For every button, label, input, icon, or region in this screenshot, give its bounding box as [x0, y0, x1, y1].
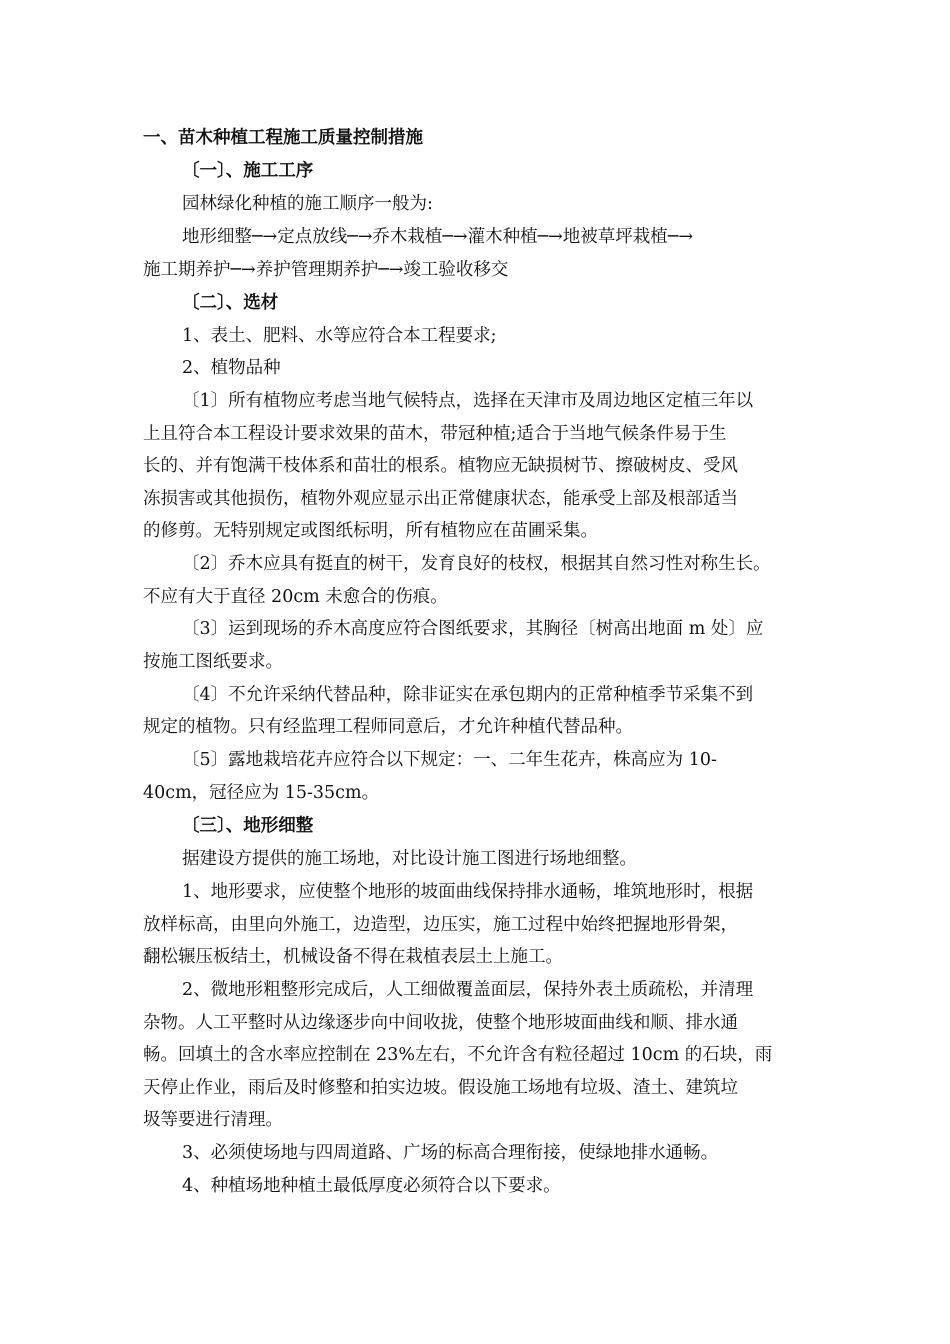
paragraph-line: 不应有大于直径 20cm 未愈合的伤痕。	[143, 587, 448, 607]
paragraph-line: 放样标高，由里向外施工，边造型，边压实，施工过程中始终把握地形骨架，	[143, 915, 738, 935]
paragraph-line: 园林绿化种植的施工顺序一般为:	[182, 194, 433, 214]
paragraph-line: 上且符合本工程设计要求效果的苗木，带冠种植;适合于当地气候条件易于生	[143, 424, 727, 444]
paragraph-line: 1、表土、肥料、水等应符合本工程要求;	[182, 326, 497, 346]
paragraph-line: 〔3〕运到现场的乔木高度应符合图纸要求，其胸径〔树高出地面 m 处〕应	[182, 619, 764, 639]
paragraph-line: 40cm，冠径应为 15-35cm。	[143, 783, 380, 803]
paragraph-line: 长的、并有饱满干枝体系和苗壮的根系。植物应无缺损树节、擦破树皮、受风	[143, 456, 738, 476]
paragraph-line: 〔5〕露地栽培花卉应符合以下规定：一、二年生花卉，株高应为 10-	[182, 750, 717, 770]
paragraph-line: 2、微地形粗整形完成后，人工细做覆盖面层，保持外表土质疏松，并清理	[182, 980, 754, 1000]
paragraph-line: 的修剪。无特别规定或图纸标明，所有植物应在苗圃采集。	[143, 521, 598, 541]
paragraph-line: 圾等要进行清理。	[143, 1110, 283, 1130]
paragraph-line: 冻损害或其他损伤，植物外观应显示出正常健康状态，能承受上部及根部适当	[143, 489, 738, 509]
paragraph-line: 〔4〕不允许采纳代替品种，除非证实在承包期内的正常种植季节采集不到	[182, 685, 754, 705]
paragraph-line: 按施工图纸要求。	[143, 652, 283, 672]
paragraph-line: 施工期养护─→养护管理期养护─→竣工验收移交	[143, 260, 509, 280]
paragraph-line: 据建设方提供的施工场地，对比设计施工图进行场地细整。	[182, 849, 637, 869]
paragraph-line: 杂物。人工平整时从边缘逐步向中间收拢，使整个地形坡面曲线和顺、排水通	[143, 1013, 738, 1033]
paragraph-line: 翻松辗压板结土，机械设备不得在栽植表层土上施工。	[143, 947, 563, 967]
subsection-heading-construction-sequence: 〔一〕、施工工序	[182, 161, 314, 181]
section-heading-1: 一、苗木种植工程施工质量控制措施	[143, 128, 423, 148]
paragraph-line: 天停止作业，雨后及时修整和拍实边坡。假设施工场地有垃圾、渣土、建筑垃	[143, 1078, 738, 1098]
subsection-heading-materials: 〔二〕、选材	[182, 293, 279, 313]
paragraph-line: 规定的植物。只有经监理工程师同意后，才允许种植代替品种。	[143, 717, 633, 737]
paragraph-line: 4、种植场地种植土最低厚度必须符合以下要求。	[182, 1176, 561, 1196]
paragraph-line: 2、植物品种	[182, 358, 281, 378]
paragraph-line: 〔1〕所有植物应考虑当地气候特点，选择在天津市及周边地区定植三年以	[182, 391, 754, 411]
paragraph-line: 1、地形要求，应使整个地形的坡面曲线保持排水通畅，堆筑地形时，根据	[182, 882, 754, 902]
subsection-heading-terrain-grading: 〔三〕、地形细整	[182, 816, 314, 836]
paragraph-line: 〔2〕乔木应具有挺直的树干，发育良好的枝杈，根据其自然习性对称生长。	[182, 554, 771, 574]
paragraph-line: 地形细整─→定点放线─→乔木栽植─→灌木种植─→地被草坪栽植─→	[182, 227, 693, 247]
paragraph-line: 畅。回填土的含水率应控制在 23%左右，不允许含有粒径超过 10cm 的石块，雨	[143, 1045, 773, 1065]
paragraph-line: 3、必须使场地与四周道路、广场的标高合理衔接，使绿地排水通畅。	[182, 1143, 719, 1163]
